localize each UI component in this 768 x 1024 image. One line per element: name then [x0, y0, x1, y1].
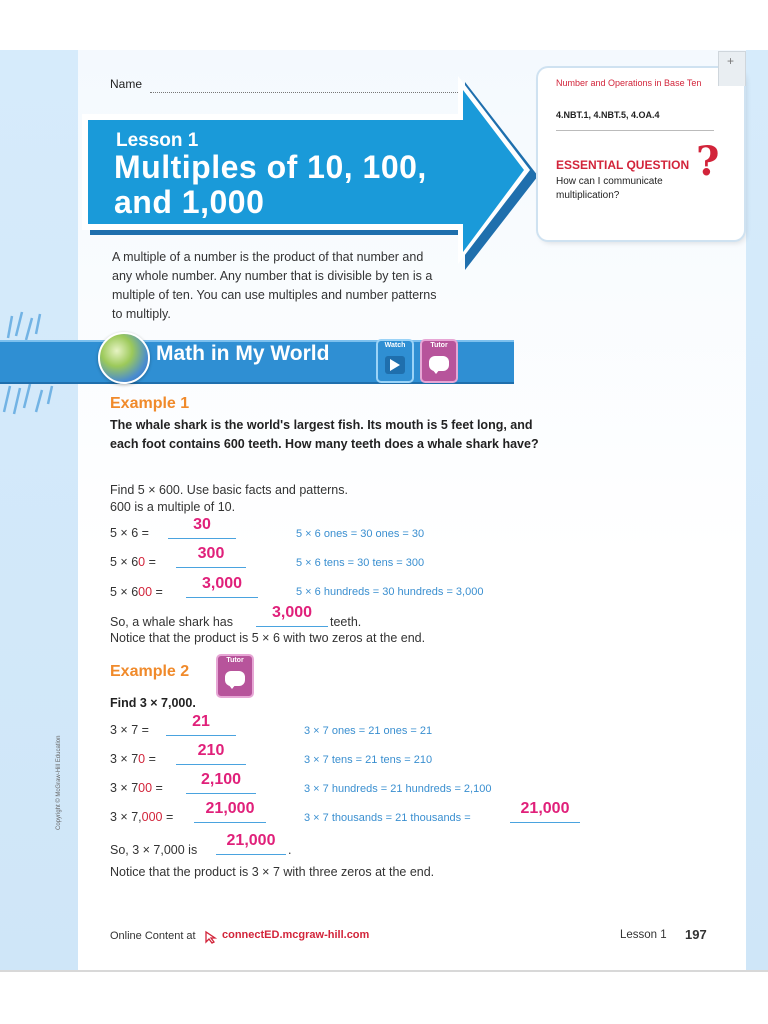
speech-bubble-icon: [429, 356, 449, 371]
example2-equation: 3 × 7 =: [110, 723, 149, 737]
answer-blank[interactable]: [176, 567, 246, 568]
example1-note: 5 × 6 ones = 30 ones = 30: [296, 528, 425, 540]
standards-topic: Number and Operations in Base Ten: [556, 78, 702, 88]
example2-equation: 3 × 700 =: [110, 781, 163, 795]
connected-link[interactable]: connectED.mcgraw-hill.com: [222, 929, 370, 941]
card-divider: [556, 130, 714, 131]
example1-answer: 300: [197, 545, 225, 562]
copyright-notice: Copyright © McGraw-Hill Education: [56, 735, 62, 830]
example1-title: Example 1: [110, 395, 190, 412]
example2-note: 3 × 7 thousands = 21 thousands =: [304, 812, 471, 824]
example2-notice: Notice that the product is 3 × 7 with three zeros at the end.: [110, 865, 435, 879]
example2-note-answer: 21,000: [520, 800, 570, 817]
speech-bubble-icon: [225, 671, 245, 686]
answer-blank[interactable]: [510, 822, 580, 823]
answer-blank[interactable]: [256, 626, 328, 627]
lesson-title: Multiples of 10, 100, and 1,000: [114, 149, 427, 220]
footer-lesson: Lesson 1: [620, 929, 667, 941]
answer-blank[interactable]: [194, 822, 266, 823]
example2-answer: 210: [197, 742, 225, 759]
answer-blank[interactable]: [168, 538, 236, 539]
example2-conclusion-start: So, 3 × 7,000 is: [110, 843, 198, 857]
example1-instruction-2: 600 is a multiple of 10.: [110, 500, 236, 514]
click-cursor-icon: [204, 930, 220, 944]
tutor-button-example2[interactable]: [216, 654, 254, 698]
textbook-page: [0, 50, 768, 972]
example1-problem: The whale shark is the world's largest fish. Its mouth is 5 feet long, and each foot contains 600 teeth. How many teeth does a whale shark have?: [110, 418, 539, 451]
example1-answer: 30: [193, 516, 211, 533]
question-mark-icon: ?: [696, 138, 720, 185]
answer-blank[interactable]: [216, 854, 286, 855]
example1-note: 5 × 6 hundreds = 30 hundreds = 3,000: [296, 586, 484, 598]
essential-question-text: How can I communicate multiplication?: [556, 176, 663, 201]
example1-conclusion-end: teeth.: [330, 615, 362, 629]
example2-equation: 3 × 70 =: [110, 752, 156, 766]
plus-icon: +: [727, 54, 735, 68]
example2-conclusion-end: .: [288, 843, 292, 857]
answer-blank[interactable]: [186, 597, 258, 598]
example2-note: 3 × 7 hundreds = 21 hundreds = 2,100: [304, 783, 492, 795]
page-number: 197: [685, 927, 707, 942]
example2-answer: 2,100: [200, 771, 242, 788]
tutor-label: Tutor: [430, 342, 448, 349]
example2-conclusion-answer: 21,000: [226, 832, 276, 849]
example2-answer: 21,000: [205, 800, 255, 817]
banner-title: Math in My World: [156, 342, 330, 365]
play-icon: [385, 356, 405, 374]
globe-icon: [98, 332, 150, 384]
example1-notice: Notice that the product is 5 × 6 with two zeros at the end.: [110, 631, 426, 645]
example1-equation: 5 × 6 =: [110, 526, 149, 540]
example2-equation: 3 × 7,000 =: [110, 810, 174, 824]
example2-find: Find 3 × 7,000.: [110, 696, 196, 710]
standards-codes: 4.NBT.1, 4.NBT.5, 4.OA.4: [556, 110, 660, 120]
watch-label: Watch: [384, 342, 406, 349]
example1-instruction-1: Find 5 × 600. Use basic facts and patterns.: [110, 483, 348, 497]
name-label: Name: [110, 77, 143, 91]
example1-conclusion-answer: 3,000: [271, 604, 313, 621]
answer-blank[interactable]: [166, 735, 236, 736]
example2-note: 3 × 7 ones = 21 ones = 21: [304, 725, 433, 737]
answer-blank[interactable]: [186, 793, 256, 794]
example1-equation: 5 × 60 =: [110, 555, 156, 569]
answer-blank[interactable]: [176, 764, 246, 765]
example1-conclusion-start: So, a whale shark has: [110, 615, 233, 629]
essential-question-heading: ESSENTIAL QUESTION: [556, 158, 690, 172]
watch-video-button[interactable]: [376, 339, 414, 383]
example2-title: Example 2: [110, 663, 190, 680]
example1-answer: 3,000: [201, 575, 243, 592]
tutor-button-banner[interactable]: [420, 339, 458, 383]
example2-note: 3 × 7 tens = 21 tens = 210: [304, 754, 433, 766]
tutor-label: Tutor: [226, 657, 244, 664]
example1-equation: 5 × 600 =: [110, 585, 163, 599]
intro-paragraph: A multiple of a number is the product of that number and any whole number. Any number that is divisible by ten is a multiple of ten. You can use multiples and number patterns to multiply.: [112, 250, 437, 321]
example2-answer: 21: [192, 713, 210, 730]
online-content-label: Online Content at: [110, 930, 196, 942]
lesson-number: Lesson 1: [116, 130, 199, 151]
example1-note: 5 × 6 tens = 30 tens = 300: [296, 557, 425, 569]
